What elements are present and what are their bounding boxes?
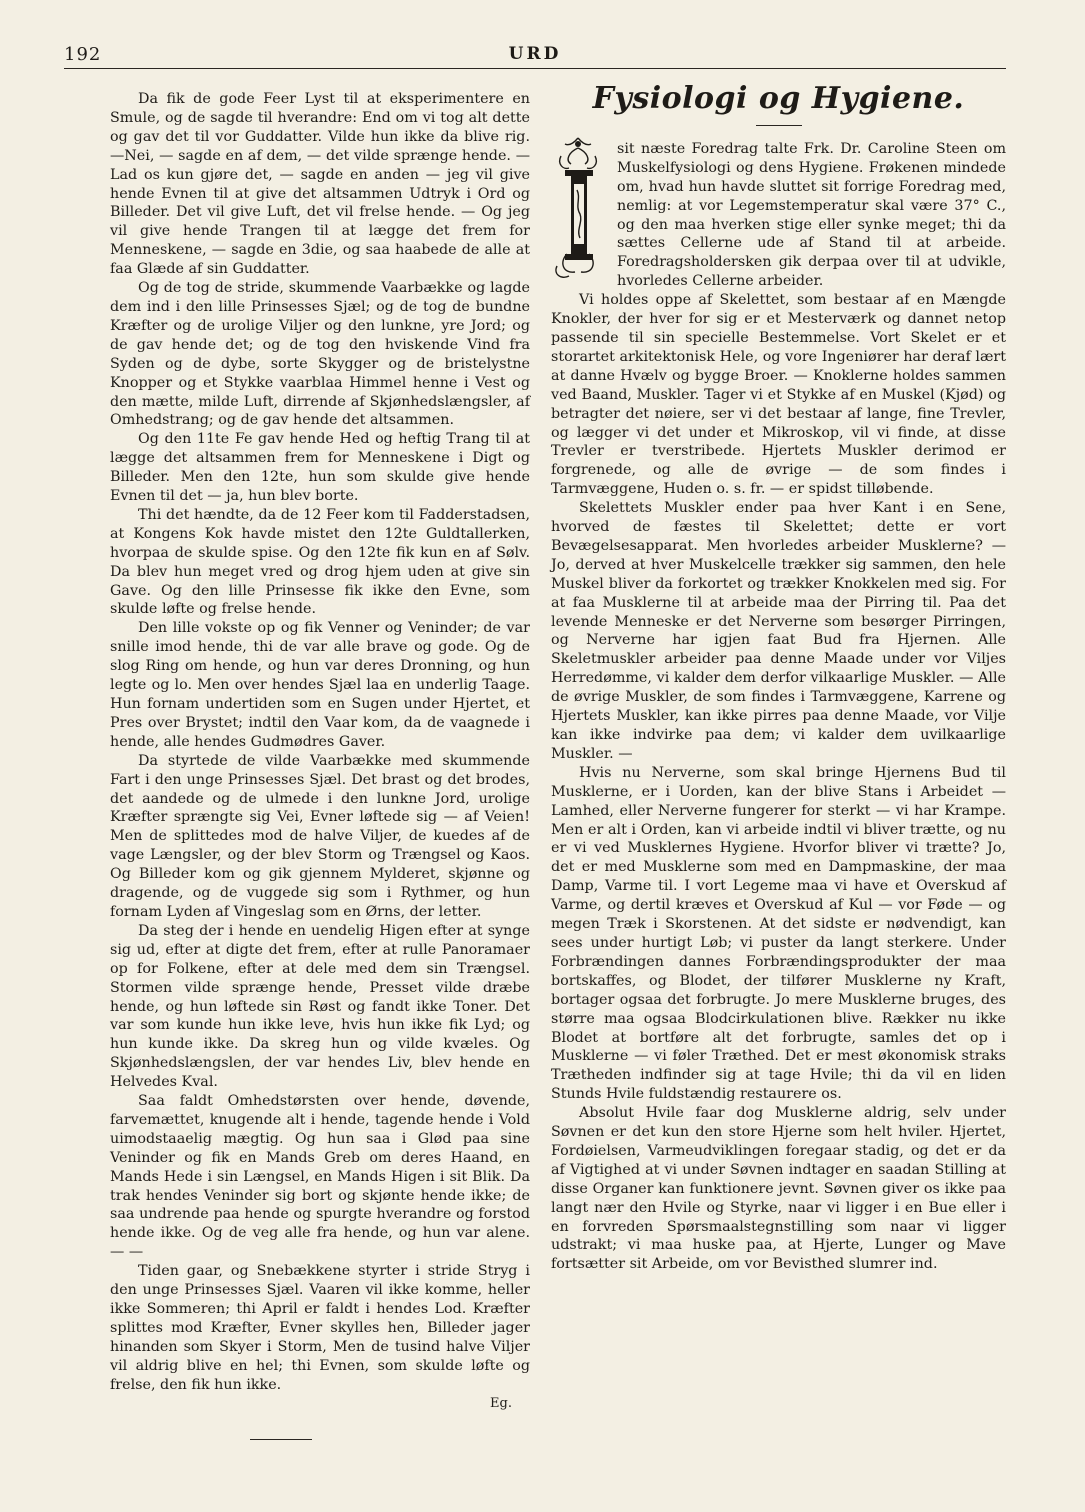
- paragraph: Hvis nu Nerverne, som skal bringe Hjernens Bud til Musklerne, er i Uorden, kan der blive Stans i Arbeidet — Lamhed, eller Nerverne fungerer for sterkt — vi har Krampe. Men er alt i Orden, kan vi arbeide indtil vi bliver trætte, og nu er vi ved Musklernes Hygiene. Hvorfor bliver vi trætte? Jo, det er med Musklerne som med en Dampmaskine, der maa Damp, Varme til. I vort Legeme maa vi have et Overskud af Varme, og dertil kræves et Overskud af Kul — vor Føde — og megen Træk i Skorstenen. At det sidste er nødvendigt, kan sees under hurtigt Løb; vi puster da langt sterkere. Under Forbrændingen dannes Forbrændingsprodukter der maa bortskaffes, og Blodet, der tilfører Musklerne ny Kraft, bortager ogsaa det forbrugte. Jo mere Musklerne bruges, des større maa ogsaa Blodcirkulationen blive. Rækker nu ikke Blodet at bortføre alt det forbrugte, samles det op i Musklerne — vi føler Træthed. Det er mest økonomisk straks Trætheden indfinder sig at tage Hvile; thi da vil en liden Stunds Hvile fuldstændig restaurere os.: [551, 764, 1006, 1103]
- running-title: URD: [508, 44, 562, 64]
- paragraph: Saa faldt Omhedstørsten over hende, døvende, farvemættet, knugende alt i hende, tagende hende i Vold uimodstaaelig mægtig. Og hun saa i Glød paa sine Veninder og fik en Mands Greb om deres Haand, en Mands Hede i sin Længsel, en Mands Higen i sit Blik. Da trak hendes Veninder sig bort og skjønte hende ikke; de saa undrende paa hende og spurgte hverandre og forstod hende ikke. Og de veg alle fra hende, og hun var alene. — —: [110, 1093, 530, 1261]
- paragraph: Da fik de gode Feer Lyst til at eksperimentere en Smule, og de sagde til hverandre: End om vi tog alt dette og gav det til vor Guddatter. Vilde hun ikke da blive rig. —Nei, — sagde en af dem, — det vilde sprænge hende. — Lad os kun gjøre det, — sagde en anden — jeg vil give hende Evnen til at give det altsammen Udtryk i Ord og Billeder. Det vil give Luft, det vil frelse hende. — Og jeg vil give hende Trangen til at lægge det frem for Menneskene, — sagde en 3die, og saa haabede de alle at faa Glæde af sin Guddatter.: [110, 91, 530, 278]
- paragraph: Absolut Hvile faar dog Musklerne aldrig, selv under Søvnen er det kun den store Hjerne som helt hviler. Hjertet, Fordøielsen, Varmeudviklingen foregaar stadig, og det er da af Vigtighed at vi under Søvnen indtager en saadan Stilling at disse Organer kan funktionere jevnt. Søvnen giver os ikke paa langt nær den Hvile og Styrke, naar vi ligger i en Bue eller i en forvreden Spørsmaalstegnstilling som naar vi ligger udstrakt; vi maa huske paa, at Hjerte, Lunger og Mave fortsætter sit Arbeide, om vor Bevisthed slumrer ind.: [551, 1105, 1006, 1273]
- paragraph: Og den 11te Fe gav hende Hed og heftig Trang til at lægge det altsammen frem for Menneskene i Digt og Billeder. Men den 12te, hun som skulde give hende Evnen til det — ja, hun blev borte.: [110, 431, 530, 505]
- paragraph: Da steg der i hende en uendelig Higen efter at synge sig ud, efter at digte det frem, efter at rulle Panoramaer op for Folkene, efter at dele med dem sin Trængsel. Stormen vilde sprænge hende, Presset vilde dræbe hende, og hun løftede sin Røst og fandt ikke Toner. Det var som kunde hun ikke leve, hvis hun ikke fik Lyd; og hun kunde ikke. Da skreg hun og vilde kvæles. Og Skjønhedslængslen, der var hendes Liv, blev hende en Helvedes Kval.: [110, 922, 530, 1091]
- paragraph: Den lille vokste op og fik Venner og Veninder; de var snille imod hende, thi de var alle brave og gode. Og de slog Ring om hende, og hun var deres Dronning, og hun legte og lo. Men over hendes Sjæl laa en underlig Taage. Hun fornam undertiden som en Sugen under Hjertet, et Pres over Brystet; indtil den Vaar kom, da de vaagnede i hende, alle hendes Gudmødres Gaver.: [110, 620, 530, 750]
- article-title: Fysiologi og Hygiene.: [592, 81, 965, 116]
- page-number: 192: [64, 44, 102, 65]
- drop-cap: [547, 134, 609, 284]
- header-rule: [64, 68, 1006, 69]
- title-rule: [756, 125, 802, 126]
- paragraph: Skelettets Muskler ender paa hver Kant i en Sene, hvorved de fæstes til Skelettet; dette er vort Bevægelsesapparat. Men hvorledes arbeider Musklerne? — Jo, derved at hver Muskelcelle trækker sig sammen, den hele Muskel bliver da forkortet og trækker Knokkelen med sig. For at faa Musklerne til at arbeide maa der Pirring til. Paa det levende Menneske er det Nerverne som besørger Pirringen, og Nerverne har igjen faat Bud fra Hjernen. Alle Skeletmuskler arbeider paa denne Maade under vor Viljes Herredømme, vi kalder dem derfor vilkaarlige Muskler. — Alle de øvrige Muskler, de som findes i Tarmvæggene, Karrene og Hjertets Muskler, kan ikke pirres paa denne Maade, vor Vilje kan ikke indvirke paa dem; vi kalder dem uvilkaarlige Muskler. —: [551, 500, 1006, 762]
- page-header: [64, 44, 1006, 66]
- left-column: [110, 90, 530, 1440]
- right-column: [551, 81, 1006, 1274]
- end-rule: [250, 1439, 312, 1440]
- signature: Eg.: [490, 1395, 512, 1411]
- paragraph: Og de tog de stride, skummende Vaarbække og lagde dem ind i den lille Prinsesses Sjæl; og de tog de bundne Kræfter og de urolige Viljer og den lunkne, yre Jord; og de gav hende det; og de tog den hviskende Vind fra Syden og de dybe, sorte Skygger og de bristelystne Knopper og et Stykke vaarblaa Himmel henne i Vest og den mætte, milde Luft, dirrende af Skjønhedslængsler, af Omhedstrang; og de gav hende det altsammen.: [110, 280, 530, 429]
- paragraph: Tiden gaar, og Snebækkene styrter i stride Stryg i den unge Prinsesses Sjæl. Vaaren vil ikke komme, heller ikke Sommeren; thi April er faldt i hendes Lod. Kræfter splittes mod Kræfter, Evner skylles hen, Billeder jager hinanden som Skyer i Storm, Men de tusind halve Viljer vil aldrig blive en hel; thi Evnen, som skulde løfte og frelse, den fik hun ikke.: [110, 1263, 530, 1393]
- paragraph: Vi holdes oppe af Skelettet, som bestaar af en Mængde Knokler, der hver for sig er et Mesterværk og dannet netop passende til sin specielle Bestemmelse. Vort Skelet er et storartet arkitektonisk Hele, og vore Ingeniører har deraf lært at danne Hvælv og bygge Broer. — Knoklerne holdes sammen ved Baand, Muskler. Tager vi et Stykke af en Muskel (Kjød) og betragter det nøiere, ser vi det bestaar af lange, fine Trevler, og lægger vi det under et Mikroskop, vil vi finde, at disse Trevler er tverstribede. Hjertets Muskler derimod er forgrenede, og alle de øvrige — de som findes i Tarmvæggene, Huden o. s. fr. — er spidst tilløbende.: [551, 292, 1006, 498]
- paragraph: Da styrtede de vilde Vaarbække med skummende Fart i den unge Prinsesses Sjæl. Det brast og det brodes, det aandede og de ulmede i den lunkne Jord, urolige Kræfter sprængte sig Vei, Evner løftede sig — af Veien! Men de splittedes mod de halve Viljer, de kuedes af de vage Længsler, og der blev Storm og Trængsel og Kaos. Og Billeder kom og gik gjennem Mylderet, skjønne og dragende, og de vuggede sig som i Rythmer, og hun fornam Lyden af Vingeslag som en Ørns, der letter.: [110, 752, 530, 920]
- paragraph: Thi det hændte, da de 12 Feer kom til Fadderstadsen, at Kongens Kok havde mistet den 12te Guldtallerken, hvorpaa de skulde spise. Og den 12te fik kun en af Sølv. Da blev hun meget vred og drog hjem uden at give sin Gave. Og den lille Prinsesse fik ikke den Evne, som skulde løfte og frelse hende.: [110, 506, 530, 618]
- paragraph: sit næste Foredrag talte Frk. Dr. Caroline Steen om Muskelfysiologi og dens Hygiene. Frøkenen mindede om, hvad hun havde sluttet sit forrige Foredrag med, nemlig: at vor Legemstemperatur skal være 37° C., og den maa hverken stige eller synke meget; thi da sættes Cellerne ude af Stand til at arbeide. Foredragsholdersken gik derpaa over til at udvikle, hvorledes Cellerne arbeider.: [617, 140, 1006, 290]
- ornamental-initial-icon: [547, 134, 609, 284]
